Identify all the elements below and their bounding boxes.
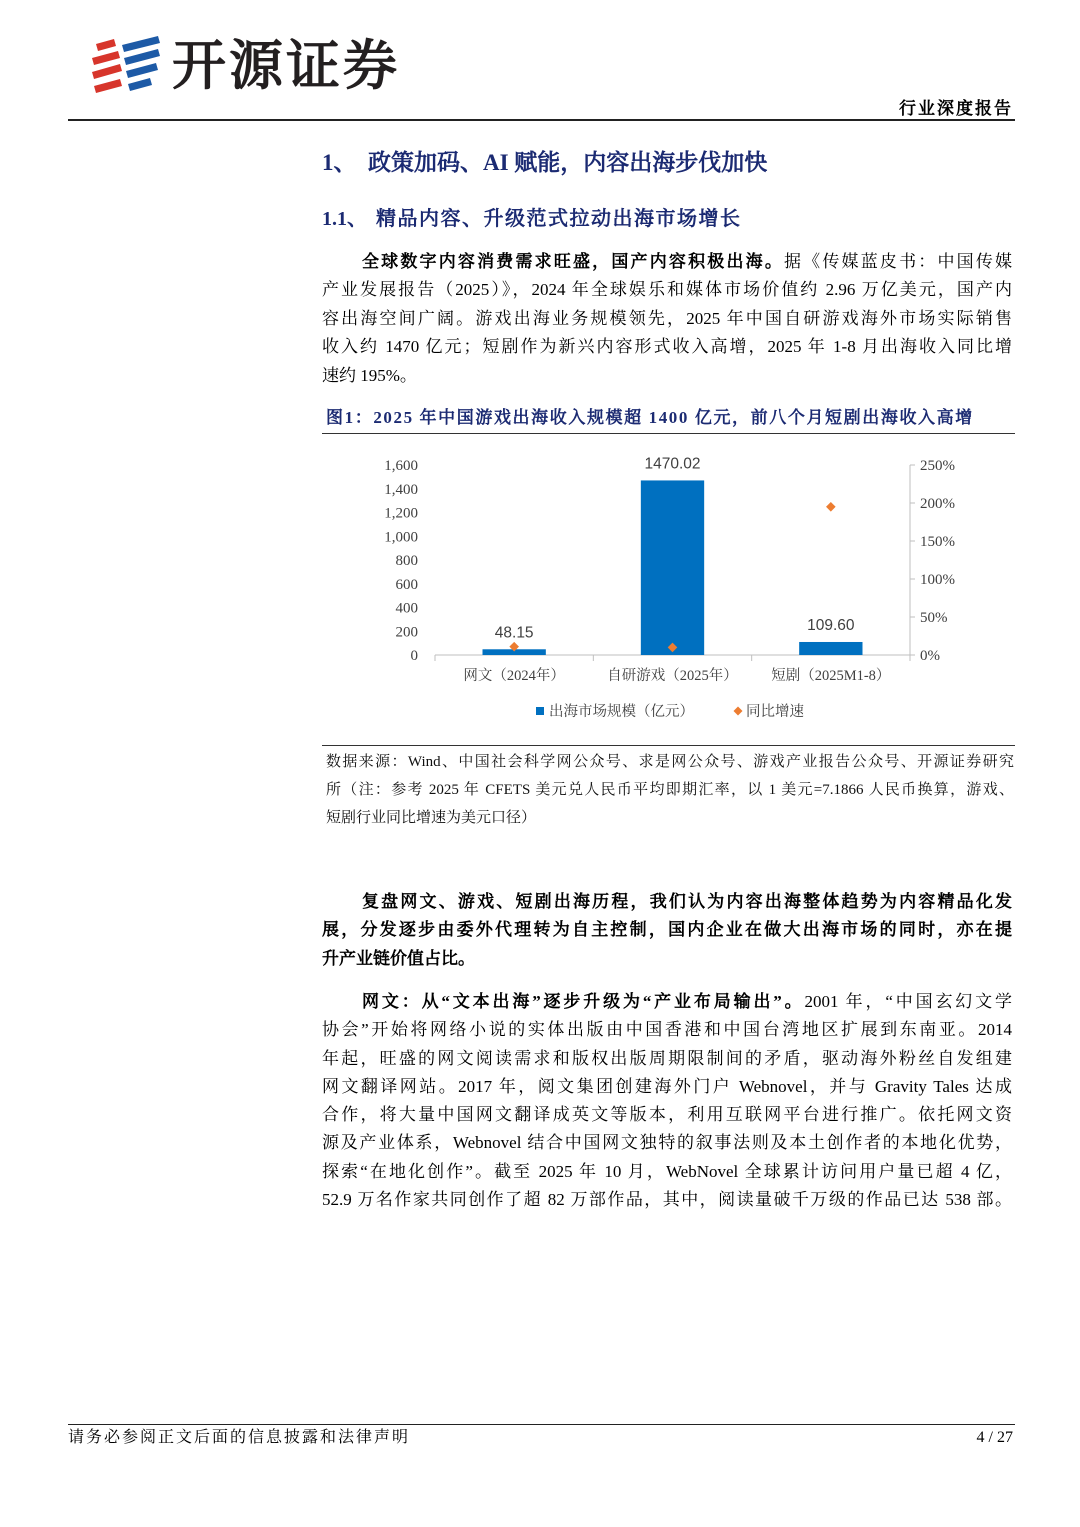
logo-blue-stripe: [128, 78, 152, 91]
figure-source-divider: [322, 745, 1015, 746]
paragraph-text: 2001 年，“中国玄幻文学: [804, 992, 1013, 1011]
logo-red-stripe: [92, 51, 120, 65]
report-type-label: 行业深度报告: [899, 99, 1013, 118]
paragraph-lead: 全球数字内容消费需求旺盛，国产内容积极出海。: [362, 252, 784, 271]
footer-divider: [68, 1424, 1015, 1425]
paragraph-line: 年起，旺盛的网文阅读需求和版权出版周期限制间的矛盾，驱动海外粉丝自发组建: [322, 1048, 1012, 1068]
growth-rate-marker: [826, 502, 836, 512]
paragraph-line: 复盘网文、游戏、短剧出海历程，我们认为内容出海整体趋势为内容精品化发: [362, 892, 1012, 911]
left-axis-tick-label: 1,600: [384, 458, 418, 474]
bar-value-label: 109.60: [807, 616, 855, 634]
left-axis-tick-label: 200: [395, 624, 418, 641]
paragraph-line: 合作，将大量中国网文翻译成英文等版本，利用互联网平台进行推广。依托网文资: [322, 1105, 1012, 1125]
figure-label: 图1：: [326, 408, 374, 427]
paragraph-1: [322, 248, 1012, 390]
bar-value-label: 1470.02: [644, 455, 701, 473]
legend-label-bar: 出海市场规模（亿元）: [549, 704, 694, 720]
subsection-title: 精品内容、升级范式拉动出海市场增长: [376, 208, 742, 230]
paragraph-line: 容出海空间广阔。游戏出海业务规模领先，2025 年中国自研游戏海外市场实际销售: [322, 308, 1012, 328]
paragraph-line: 网文翻译网站。2017 年，阅文集团创建海外门户 Webnovel，并与 Gravity Tales 达成: [322, 1076, 1012, 1096]
right-axis-tick-label: 150%: [920, 534, 955, 550]
logo-blue-stripe: [122, 36, 160, 52]
left-axis-tick-label: 1,200: [384, 505, 418, 522]
source-line: 短剧行业同比增速为美元口径）: [326, 810, 537, 826]
page-number: 4 / 27: [976, 1429, 1013, 1446]
brand-logo-icon: [84, 30, 168, 100]
paragraph-line: 协会”开始将网络小说的实体出版由中国香港和中国台湾地区扩展到东南亚。2014: [322, 1020, 1012, 1040]
section-title: 政策加码、AI 赋能，内容出海步伐加快: [368, 150, 768, 175]
logo-red-stripe: [96, 39, 116, 51]
bar: [799, 642, 862, 655]
footer-disclaimer: 请务必参阅正文后面的信息披露和法律声明: [68, 1429, 411, 1446]
section-heading: [322, 148, 1022, 178]
paragraph-text: 据《传媒蓝皮书：中国传媒: [784, 252, 1012, 271]
subsection-number: 1.1、: [322, 208, 367, 230]
bar-value-label: 48.15: [494, 624, 534, 642]
right-axis-tick-label: 250%: [920, 458, 955, 474]
right-axis-tick-label: 50%: [920, 610, 948, 626]
left-axis-tick-label: 400: [395, 600, 418, 617]
figure-top-divider: [322, 433, 1015, 434]
left-axis-tick-label: 0: [410, 648, 418, 664]
right-axis-tick-label: 200%: [920, 496, 955, 512]
figure-title: 2025 年中国游戏出海收入规模超 1400 亿元，前八个月短剧出海收入高增: [373, 408, 974, 427]
logo-blue-stripe: [126, 63, 158, 78]
right-axis-tick-label: 0%: [920, 648, 940, 664]
logo-red-stripe: [92, 64, 122, 79]
paragraph-line: 探索“在地化创作”。截至 2025 年 10 月，WebNovel 全球累计访问用户量已超 4 亿，: [322, 1161, 1012, 1181]
paragraph-2: [322, 888, 1012, 973]
left-axis-tick-label: 1,400: [384, 481, 418, 498]
paragraph-line: 收入约 1470 亿元；短剧作为新兴内容形式收入高增，2025 年 1-8 月出海收入同比增: [322, 337, 1012, 357]
paragraph-line: 源及产业体系，Webnovel 结合中国网文独特的叙事法则及本土创作者的本地化优势，: [322, 1133, 1012, 1153]
legend-swatch-bar: [536, 707, 544, 715]
legend-label-marker: 同比增速: [746, 704, 804, 720]
source-line: 数据来源：Wind、中国社会科学网公众号、求是网公众号、游戏产业报告公众号、开源证券研究: [326, 754, 1014, 770]
category-label: 网文（2024年）: [463, 668, 565, 684]
figure-1-chart: [322, 445, 1015, 737]
paragraph-line: 速约 195%。: [322, 365, 417, 385]
right-axis-tick-label: 100%: [920, 572, 955, 588]
paragraph-lead: 网文：从“文本出海”逐步升级为“产业布局输出”。: [362, 992, 805, 1011]
paragraph-line: [322, 988, 1012, 1016]
paragraph-line: [322, 248, 1012, 276]
brand-name: 开源证券: [172, 36, 400, 96]
header-divider: [68, 119, 1015, 121]
section-number: 1、: [322, 150, 357, 175]
left-axis-tick-label: 600: [395, 576, 418, 593]
bar: [641, 480, 704, 655]
paragraph-line: 52.9 万名作家共同创作了超 82 万部作品，其中，阅读量破千万级的作品已达 538 部。: [322, 1190, 1012, 1210]
figure-caption: [326, 404, 1016, 432]
subsection-heading: [322, 205, 1022, 233]
figure-source: [326, 748, 1014, 832]
paragraph-line: 产业发展报告（2025）》，2024 年全球娱乐和媒体市场价值约 2.96 万亿美元，国产内: [322, 280, 1012, 300]
logo-blue-stripe: [124, 49, 160, 65]
left-axis-tick-label: 1,000: [384, 529, 418, 546]
category-label: 自研游戏（2025年）: [607, 668, 738, 684]
source-line: 所（注：参考 2025 年 CFETS 美元兑人民币平均即期汇率，以 1 美元=7.1866 人民币换算，游戏、: [326, 782, 1014, 798]
left-axis-tick-label: 800: [395, 553, 418, 569]
paragraph-line: 升产业链价值占比。: [322, 948, 475, 968]
paragraph-3: [322, 988, 1012, 1214]
logo-red-stripe: [94, 79, 122, 93]
category-label: 短剧（2025M1-8）: [771, 668, 891, 684]
legend-swatch-diamond: [734, 707, 743, 716]
paragraph-line: 展，分发逐步由委外代理转为自主控制，国内企业在做大出海市场的同时，亦在提: [322, 920, 1012, 940]
